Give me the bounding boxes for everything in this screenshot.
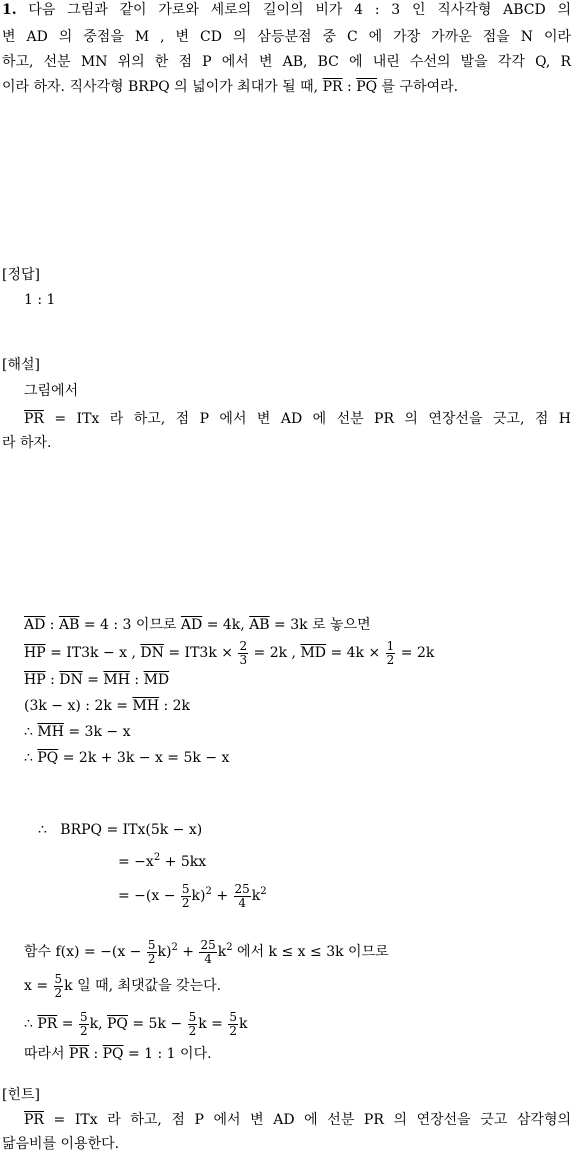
solution-function: 함수 f(x) = −(x − $\frac{5}{2}$ k)$^2$ + $\frac{25}{4}$ $k^2$ 에서 k ≤ x ≤ 3k 이므로	[24, 937, 389, 966]
solution-result: ∴ $\overline{PR}$ = $\frac{5}{2}$ k, $\overline{PQ} = 5k$ − $\frac{5}{2}$ k = $\frac{5}{2}$ k	[24, 1009, 248, 1038]
problem-line-1: 1. 다음 그림과 같이 가로와 세로의 길이의 비가 4 : 3 인 직사각형 ABCD 의	[2, 2, 571, 18]
fraction-25-4: $\frac{25}{4}$	[234, 881, 250, 910]
answer-heading: [정답]	[2, 267, 40, 283]
problem-number: 1.	[2, 2, 17, 18]
solution-area-eq-3: = −(x − $\frac{5}{2}$ k)$^2$ + $\frac{25}{4}$ $k^2$	[118, 881, 267, 910]
hint-line-1: $\overline{PR}$ = ITx 라 하고, 점 P 에서 변 AD 에 선분 PR 의 연장선을 긋고 삼각형의	[24, 1112, 571, 1128]
fraction-5-2: $\frac{5}{2}$	[181, 881, 190, 910]
hint-line-2: 닮음비를 이용한다.	[2, 1136, 120, 1152]
solution-step-3: $\overline{HP}$ : $\overline{DN} = \overline{MH}$ : $\overline{MD}$	[24, 672, 170, 688]
fraction-2-3: $\frac{2}{3}$	[239, 638, 248, 667]
problem-line-3: 하고, 선분 MN 위의 한 점 P 에서 변 AB, BC 에 내린 수선의 발을 각각 Q, R	[2, 54, 571, 70]
solution-step-2: $\overline{HP} = IT3k - x$ , $\overline{DN} = IT3k$ × $\frac{2}{3}$ = 2k , $\overline{MD} = 4k$ × $\frac{1}{2}$ = 2k	[24, 638, 435, 667]
solution-definition-line-2: 라 하자.	[2, 435, 52, 451]
solution-definition-line-1: $\overline{PR}$ = ITx 라 하고, 점 P 에서 변 AD 에 선분 PR 의 연장선을 긋고, 점 H	[24, 411, 571, 427]
solution-area-eq-2: = $-x^2 + 5kx$	[118, 852, 207, 870]
solution-step-6: ∴ $\overline{PQ} = 2k + 3k - x = 5k - x$	[24, 750, 230, 766]
problem-line-4: 이라 하자. 직사각형 BRPQ 의 넓이가 최대가 될 때, $\overline{PR}$ : $\overline{PQ}$ 를 구하여라.	[2, 79, 459, 95]
solution-step-5: ∴ $\overline{MH} = 3k - x$	[24, 724, 131, 740]
solution-step-4: (3k − x) : $2k = \overline{MH}$ : 2k	[24, 698, 191, 714]
answer-value: 1 : 1	[24, 292, 56, 308]
fraction-1-2: $\frac{1}{2}$	[386, 638, 395, 667]
solution-max-point: x = $\frac{5}{2}$ k 일 때, 최댓값을 갖는다.	[24, 971, 222, 1000]
solution-final: 따라서 $\overline{PR}$ : $\overline{PQ} = 1$ : 1 이다.	[24, 1046, 212, 1062]
solution-step-1: $\overline{AD}$ : $\overline{AB} = 4$ : 3 이므로 $\overline{AD} = 4k$, $\overline{AB} = 3k$ 로 놓으면	[24, 617, 371, 633]
solution-intro: 그림에서	[24, 383, 79, 399]
figure-area	[0, 460, 573, 610]
solution-heading: [해설]	[2, 357, 40, 373]
problem-line-2: 변 AD 의 중점을 M , 변 CD 의 삼등분점 중 C 에 가장 가까운 점을 N 이라	[2, 29, 571, 45]
solution-area-eq-1: ∴ BRPQ = ITx(5k − x)	[38, 822, 203, 838]
hint-heading: [힌트]	[2, 1087, 40, 1103]
